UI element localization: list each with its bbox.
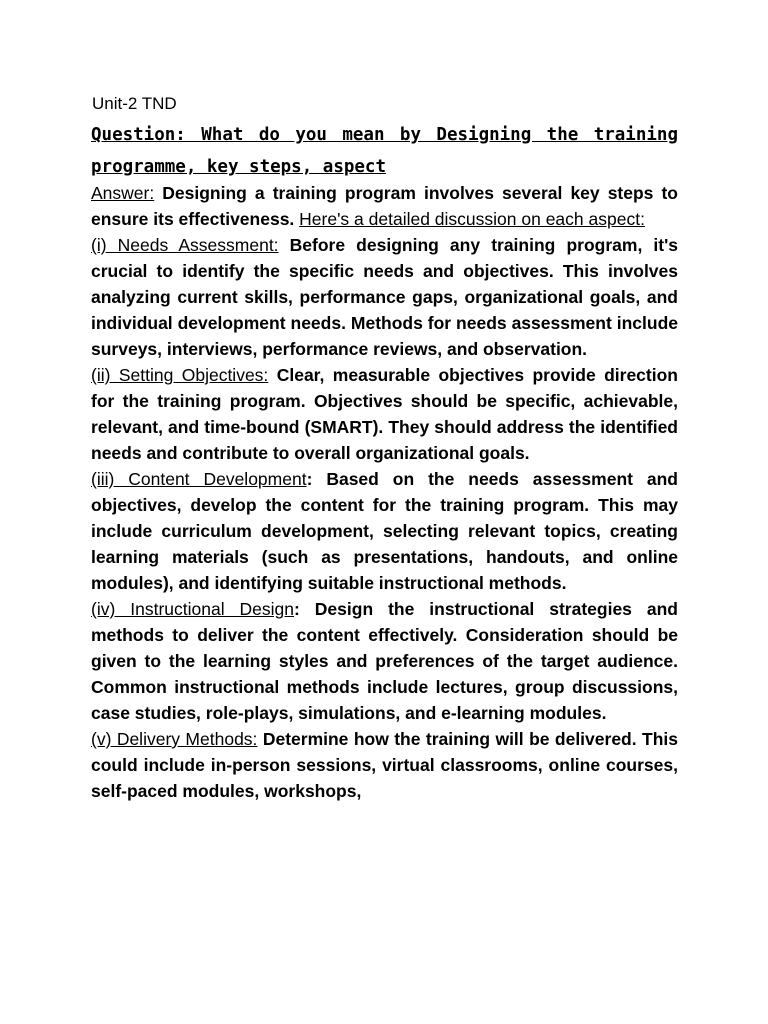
section-heading: (iv) Instructional Design: [91, 599, 295, 619]
section-heading: (ii) Setting Objectives:: [91, 365, 269, 385]
section-instructional-design: [91, 596, 678, 726]
unit-title: Unit-2 TND: [92, 94, 177, 113]
answer-text: Designing a training program involves several key steps to ensure its effectiveness.: [91, 183, 678, 229]
section-content-development: [91, 466, 678, 596]
section-heading: (v) Delivery Methods:: [91, 729, 258, 749]
section-text: : Based on the needs assessment and objectives, develop the content for the training program. This may include curriculum development, selecting relevant topics, creating learning materials (such as presentations, handouts, and online modules), and identifying suitable instructional methods.: [91, 469, 678, 593]
section-text: Before designing any training program, it's crucial to identify the specific needs and objectives. This involves analyzing current skills, performance gaps, organizational goals, and individual development needs. Methods for needs assessment include surveys, interviews, performance reviews, and observation.: [91, 235, 678, 359]
section-text: Determine how the training will be delivered. This could include in-person sessions, virtual classrooms, online courses, self-paced modules, workshops,: [91, 729, 678, 801]
answer-link-text: Here's a detailed discussion on each aspect:: [299, 209, 645, 229]
section-heading: (iii) Content Development: [91, 469, 307, 489]
section-needs-assessment: [91, 232, 678, 362]
answer-label: Answer:: [91, 183, 155, 203]
section-text: Clear, measurable objectives provide direction for the training program. Objectives should be specific, achievable, relevant, and time-bound (SMART). They should address the identified needs and contribute to overall organizational goals.: [91, 365, 678, 463]
answer-paragraph: [91, 180, 678, 232]
section-delivery-methods: [91, 726, 678, 804]
section-text: : Design the instructional strategies and methods to deliver the content effectively. Consideration should be given to the learning styles and preferences of the target audience. Common instructional methods include lectures, group discussions, case studies, role-plays, simulations, and e-learning modules.: [91, 599, 678, 723]
answer-body: [91, 180, 678, 804]
question-heading: Question: What do you mean by Designing the training programme, key steps, aspect: [91, 125, 678, 177]
section-setting-objectives: [91, 362, 678, 466]
section-heading: (i) Needs Assessment:: [91, 235, 279, 255]
